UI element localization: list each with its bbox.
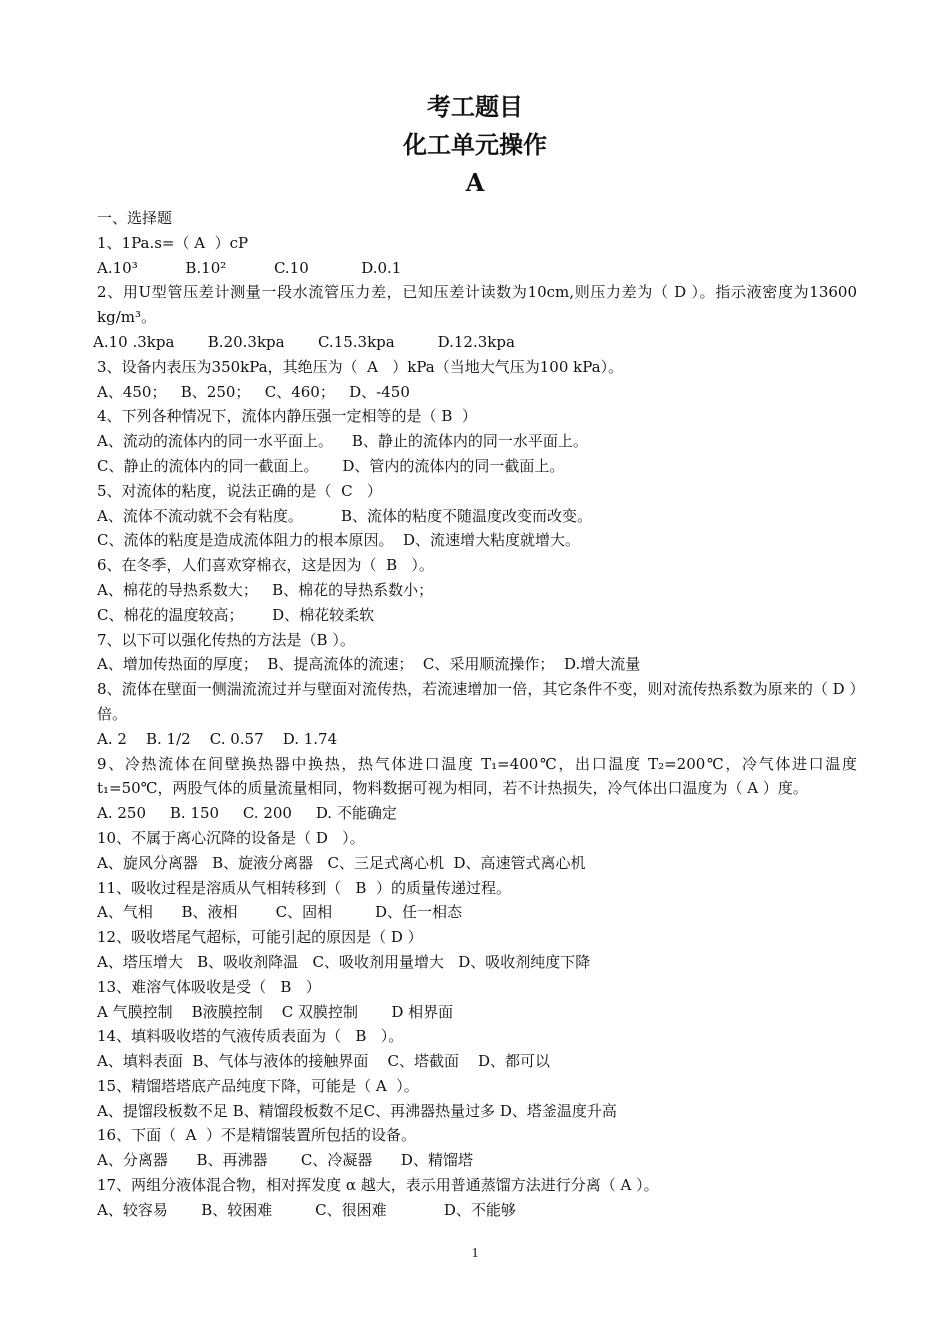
- options-line: A、气相 B、液相 C、固相 D、任一相态: [97, 903, 463, 922]
- question-line: 3、设备内表压为350kPa，其绝压为（ A ）kPa（当地大气压为100 kPa）。: [97, 357, 624, 376]
- question-list: [93, 206, 857, 1223]
- version-label: A: [465, 168, 485, 197]
- question-line: 10、不属于离心沉降的设备是（ D ）。: [97, 828, 365, 847]
- question-line: 4、下列各种情况下，流体内静压强一定相等的是（ B ）: [97, 407, 477, 426]
- question-line: 7、以下可以强化传热的方法是（B ）。: [97, 630, 355, 649]
- question-line: 2、用U型管压差计测量一段水流管压力差，已知压差计读数为10cm,则压力差为（ D ）。指示液密度为13600 kg/m³。: [97, 283, 857, 327]
- options-line: A.10 .3kpa B.20.3kpa C.15.3kpa D.12.3kpa: [93, 332, 515, 351]
- page-title: 考工题目: [427, 92, 523, 121]
- options-line: C、流体的粘度是造成流体阻力的根本原因。 D、流速增大粘度就增大。: [97, 531, 581, 550]
- page-subtitle: 化工单元操作: [403, 130, 547, 159]
- question-line: 9、冷热流体在间壁换热器中换热，热气体进口温度 T₁=400℃，出口温度 T₂=200℃，冷气体进口温度 t₁=50℃，两股气体的质量流量相同，物料数据可视为相同，若不计热损失，冷气体出口温度为（ A ）度。: [97, 754, 857, 798]
- question-line: 8、流体在壁面一侧湍流流过并与壁面对流传热，若流速增加一倍，其它条件不变，则对流传热系数为原来的（ D ）倍。: [97, 680, 857, 723]
- question-line: 12、吸收塔尾气超标，可能引起的原因是（ D ）: [97, 928, 423, 947]
- options-line: A 气膜控制 B液膜控制 C 双膜控制 D 相界面: [97, 1002, 454, 1021]
- options-line: A. 250 B. 150 C. 200 D. 不能确定: [97, 804, 397, 823]
- question-line: 1、1Pa.s=（ A ）cP: [97, 233, 249, 252]
- options-line: A、增加传热面的厚度； B、提高流体的流速； C、采用顺流操作； D.增大流量: [97, 655, 641, 674]
- question-line: 15、精馏塔塔底产品纯度下降，可能是（ A ）。: [97, 1076, 419, 1095]
- options-line: A、塔压增大 B、吸收剂降温 C、吸收剂用量增大 D、吸收剂纯度下降: [97, 952, 591, 971]
- options-line: A、提馏段板数不足 B、精馏段板数不足C、再沸器热量过多 D、塔釜温度升高: [97, 1101, 617, 1120]
- options-line: A.10³ B.10² C.10 D.0.1: [97, 258, 402, 277]
- options-line: C、静止的流体内的同一截面上。 D、管内的流体内的同一截面上。: [97, 456, 565, 475]
- question-line: 6、在冬季，人们喜欢穿棉衣，这是因为（ B ）。: [97, 556, 434, 575]
- page-number: 1: [471, 1246, 479, 1261]
- options-line: A、填料表面 B、气体与液体的接触界面 C、塔截面 D、都可以: [97, 1052, 551, 1071]
- question-line: 11、吸收过程是溶质从气相转移到（ B ）的质量传递过程。: [97, 878, 511, 897]
- question-line: 13、难溶气体吸收是受（ B ）: [97, 977, 321, 996]
- question-line: 17、两组分液体混合物，相对挥发度 α 越大，表示用普通蒸馏方法进行分离（ A ）。: [97, 1176, 659, 1195]
- options-line: A、流动的流体内的同一水平面上。 B、静止的流体内的同一水平面上。: [97, 432, 588, 451]
- options-line: C、棉花的温度较高； D、棉花较柔软: [97, 605, 375, 624]
- options-line: A. 2 B. 1/2 C. 0.57 D. 1.74: [97, 729, 338, 748]
- options-line: A、旋风分离器 B、旋液分离器 C、三足式离心机 D、高速管式离心机: [97, 853, 586, 872]
- options-line: A、棉花的导热系数大； B、棉花的导热系数小；: [97, 580, 434, 599]
- options-line: A、分离器 B、再沸器 C、冷凝器 D、精馏塔: [97, 1151, 473, 1170]
- question-line: 5、对流体的粘度，说法正确的是（ C ）: [97, 481, 382, 500]
- question-line: 14、填料吸收塔的气液传质表面为（ B ）。: [97, 1027, 404, 1046]
- options-line: A、较容易 B、较困难 C、很困难 D、不能够: [97, 1200, 516, 1219]
- options-line: A、450； B、250； C、460； D、-450: [97, 382, 410, 401]
- question-line: 16、下面（ A ）不是精馏装置所包括的设备。: [97, 1126, 416, 1145]
- options-line: A、流体不流动就不会有粘度。 B、流体的粘度不随温度改变而改变。: [97, 506, 593, 525]
- section-heading: 一、选择题: [97, 209, 173, 227]
